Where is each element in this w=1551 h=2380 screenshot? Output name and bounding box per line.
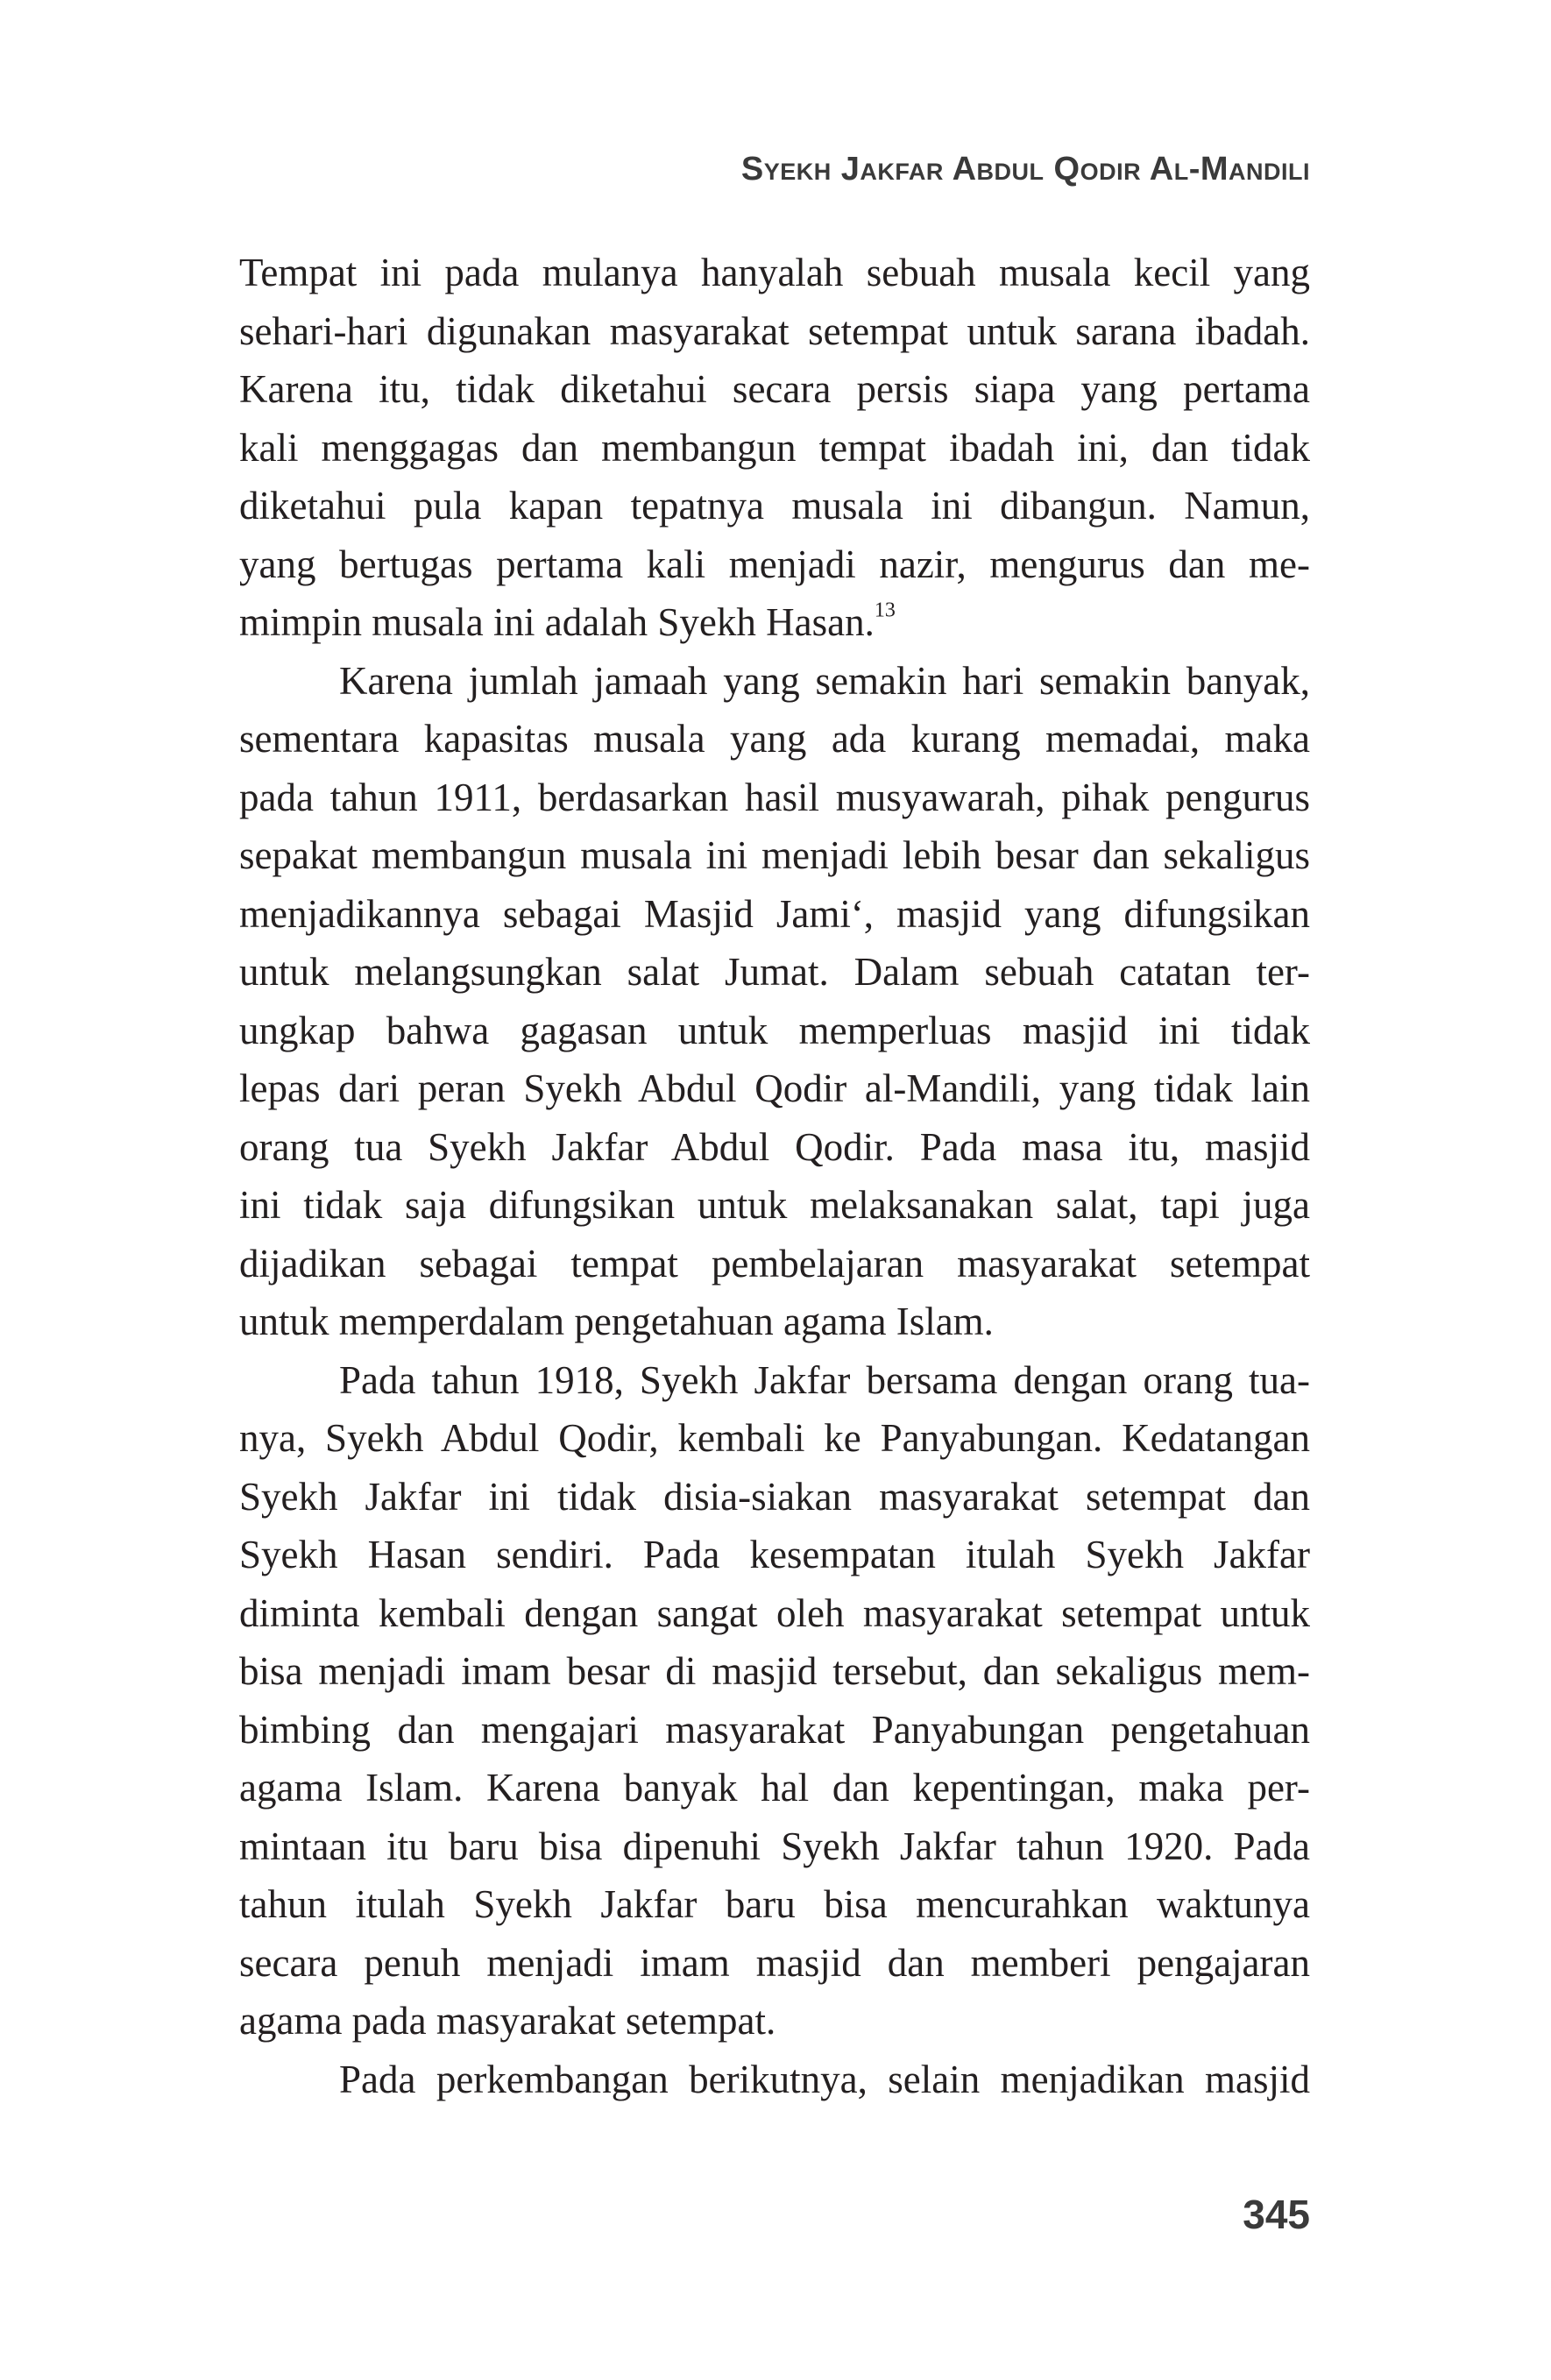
text-line: orang tua Syekh Jakfar Abdul Qodir. Pada masa itu, masjid xyxy=(239,1124,1310,1169)
text-line: pada tahun 1911, berdasarkan hasil musyawarah, pihak pengurus xyxy=(239,775,1310,819)
running-header: Syekh Jakfar Abdul Qodir Al-Mandili xyxy=(740,151,1310,188)
paragraph-4 xyxy=(239,2051,1310,2109)
text-line: menjadikannya sebagai Masjid Jami‘, masjid yang difungsikan xyxy=(239,891,1310,936)
footnote-marker[interactable]: 13 xyxy=(874,599,896,622)
text-line: dijadikan sebagai tempat pembelajaran masyarakat setempat xyxy=(239,1241,1310,1286)
text-line: kali menggagas dan membangun tempat ibadah ini, dan tidak xyxy=(239,425,1310,470)
text-line xyxy=(239,593,1310,652)
text-line: Karena itu, tidak diketahui secara persis siapa yang pertama xyxy=(239,367,1310,411)
text-line: ungkap bahwa gagasan untuk memperluas masjid ini tidak xyxy=(239,1008,1310,1052)
text-line: Karena jumlah jamaah yang semakin hari semakin banyak, xyxy=(339,658,1310,703)
text-line: untuk memperdalam pengetahuan agama Islam. xyxy=(239,1300,994,1343)
text-line: diketahui pula kapan tepatnya musala ini dibangun. Namun, xyxy=(239,484,1310,528)
text-line: nya, Syekh Abdul Qodir, kembali ke Panyabungan. Kedatangan xyxy=(239,1416,1310,1460)
body-text xyxy=(239,244,1310,2108)
text-line: yang bertugas pertama kali menjadi nazir, mengurus dan me- xyxy=(239,542,1310,586)
text-line: bisa menjadi imam besar di masjid tersebut, dan sekaligus mem- xyxy=(239,1649,1310,1693)
text-line-content: mimpin musala ini adalah Syekh Hasan. xyxy=(239,600,875,644)
text-line: bimbing dan mengajari masyarakat Panyabungan pengetahuan xyxy=(239,1707,1310,1752)
text-line: agama pada masyarakat setempat. xyxy=(239,1999,776,2043)
text-line: Syekh Hasan sendiri. Pada kesempatan itulah Syekh Jakfar xyxy=(239,1533,1310,1576)
text-line: mintaan itu baru bisa dipenuhi Syekh Jakfar tahun 1920. Pada xyxy=(239,1824,1310,1868)
text-line: tahun itulah Syekh Jakfar baru bisa mencurahkan waktunya xyxy=(239,1882,1310,1926)
paragraph-2 xyxy=(239,652,1310,1351)
text-line: Pada perkembangan berikutnya, selain menjadikan masjid xyxy=(339,2057,1310,2101)
text-line: Pada tahun 1918, Syekh Jakfar bersama dengan orang tua- xyxy=(339,1357,1310,1402)
text-line: ini tidak saja difungsikan untuk melaksanakan salat, tapi juga xyxy=(239,1183,1310,1227)
text-line: diminta kembali dengan sangat oleh masyarakat setempat untuk xyxy=(239,1590,1310,1635)
text-line: sehari-hari digunakan masyarakat setempat untuk sarana ibadah. xyxy=(239,308,1310,353)
text-line: untuk melangsungkan salat Jumat. Dalam sebuah catatan ter- xyxy=(239,950,1310,994)
text-line: Syekh Jakfar ini tidak disia-siakan masyarakat setempat dan xyxy=(239,1474,1310,1519)
text-line: agama Islam. Karena banyak hal dan kepentingan, maka per- xyxy=(239,1766,1310,1810)
text-line: sementara kapasitas musala yang ada kurang memadai, maka xyxy=(239,717,1310,761)
page-number: 345 xyxy=(1243,2192,1310,2237)
text-line: sepakat membangun musala ini menjadi lebih besar dan sekaligus xyxy=(239,833,1310,877)
paragraph-1 xyxy=(239,244,1310,652)
text-line: secara penuh menjadi imam masjid dan memberi pengajaran xyxy=(239,1940,1310,1985)
text-line: lepas dari peran Syekh Abdul Qodir al-Mandili, yang tidak lain xyxy=(239,1066,1310,1110)
paragraph-3 xyxy=(239,1351,1310,2051)
text-line: Tempat ini pada mulanya hanyalah sebuah musala kecil yang xyxy=(239,251,1310,294)
